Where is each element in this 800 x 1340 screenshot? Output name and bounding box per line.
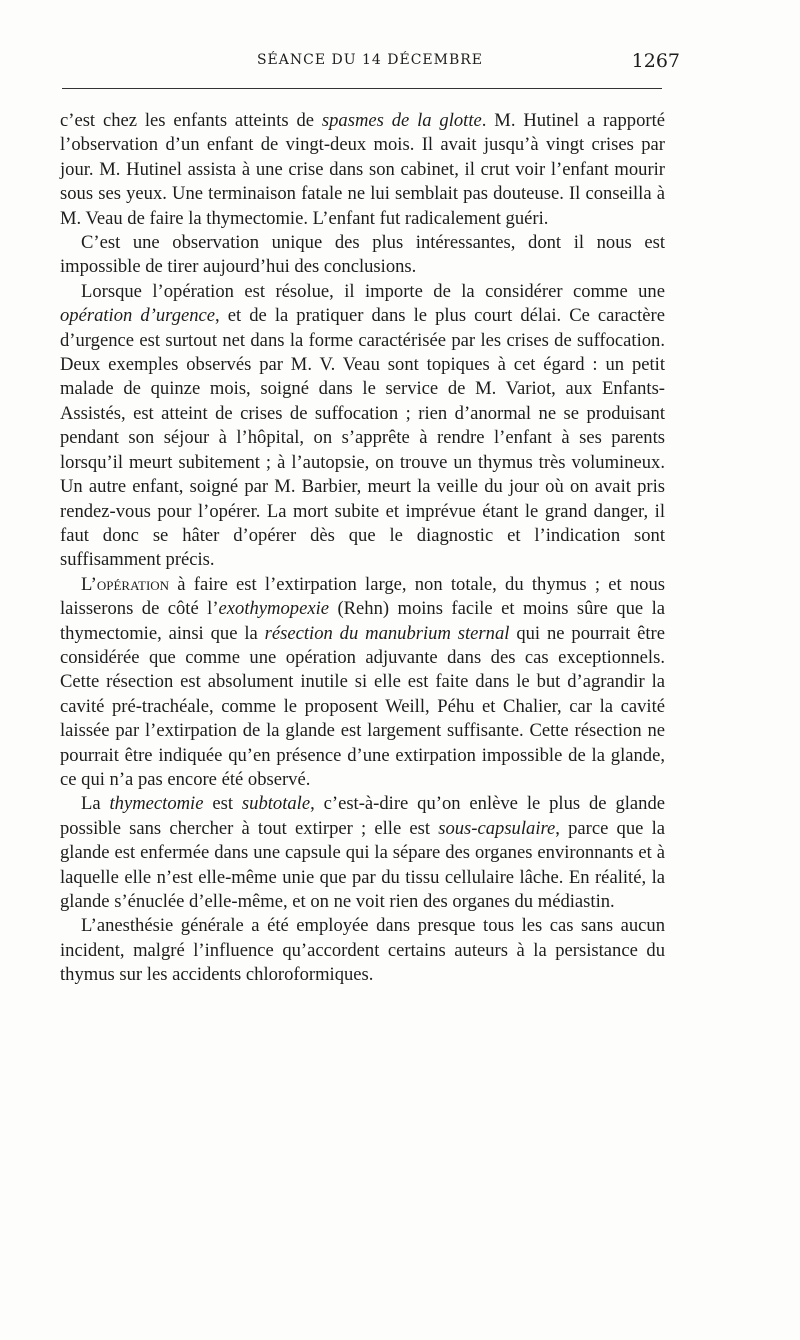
smallcaps-run: L’opération: [81, 573, 170, 595]
italic-run: spasmes de la glotte: [321, 110, 482, 131]
italic-run: résection du manubrium sternal: [264, 622, 510, 644]
italic-run: exothymopexie: [218, 598, 329, 620]
text-run: La: [81, 793, 110, 815]
running-title: SÉANCE DU 14 DÉCEMBRE: [256, 52, 484, 68]
text-run: qui ne pourrait être considérée que comme une opération adjuvante dans des cas exceptionnels. Cette résection est absolument inutile si elle est faite dans le but d’agrandir la cavité pré-trachéale, comme le proposent Weill, Péhu et Chalier, car la cavité laissée par l’extirpation de la glande est largement suffisante. Cette résection ne pourrait être indiquée qu’en présence d’une extirpation impossible de la glande, ce qui n’a pas encore été observé.: [60, 622, 665, 790]
paragraph: [60, 280, 665, 573]
header-rule: [62, 88, 662, 89]
text-run: (Rehn) moins facile et moins sûre que la thymectomie, ainsi que la: [60, 598, 665, 644]
text-run: , et de la pratiquer dans le plus court délai. Ce caractère d’urgence est surtout net dans la forme caractérisée par les crises de suffocation. Deux exemples observés par M. V. Veau sont topiques à cet égard : un petit malade de quinze mois, soigné dans le service de M. Variot, aux Enfants-Assistés, est atteint de crises de suffocation ; rien d’anormal ne se produisant pendant son séjour à l’hôpital, on s’apprête à rendre l’enfant à ses parents lorsqu’il meurt subitement ; à l’autopsie, on trouve un thymus très volumineux. Un autre enfant, soigné par M. Barbier, meurt la veille du jour où on avait pris rendez-vous pour l’opérer. La mort subite et imprévue étant le grand danger, il faut donc se hâter d’opérer dès que le diagnostic et l’indication sont suffisamment précis.: [60, 305, 665, 571]
text-run: à faire est l’extirpation large, non totale, du thymus ; et nous laisserons de côté l’: [60, 573, 665, 620]
text-run: est: [203, 793, 242, 815]
running-head: [60, 50, 680, 76]
paragraph: [60, 573, 665, 793]
italic-run: subtotale: [241, 793, 311, 815]
paragraph: [60, 914, 665, 987]
text-run: L’anesthésie générale a été employée dans presque tous les cas sans aucun incident, malgré l’influence qu’accordent certains auteurs à la persistance du thymus sur les accidents chloroformiques.: [60, 915, 665, 986]
paragraph: [60, 109, 665, 231]
body-text: [60, 109, 665, 988]
text-run: , parce que la glande est enfermée dans une capsule qui la sépare des organes environnants et à laquelle elle n’est elle-même unie que par du tissu cellulaire lâche. En réalité, la glande s’énuclée d’elle-même, et on ne voit rien des organes du médiastin.: [60, 817, 665, 912]
text-run: . M. Hutinel a rapporté l’observation d’un enfant de vingt-deux mois. Il avait jusqu’à vingt crises par jour. M. Hutinel assista à une crise dans son cabinet, il crut voir l’enfant mourir sous ses yeux. Une terminaison fatale ne lui semblait pas douteuse. Il conseilla à M. Veau de faire la thymectomie. L’enfant fut radicalement guéri.: [60, 110, 665, 229]
text-run: c’est chez les enfants atteints de: [60, 110, 322, 131]
paragraph: [60, 231, 665, 280]
page-number: 1267: [631, 50, 680, 72]
text-run: , c’est-à-dire qu’on enlève le plus de glande possible sans chercher à tout extirper ; elle est: [60, 793, 665, 839]
text-run: Lorsque l’opération est résolue, il importe de la considérer comme une: [81, 280, 665, 302]
italic-run: sous-capsulaire: [438, 817, 556, 839]
italic-run: thymectomie: [109, 793, 204, 815]
text-run: C’est une observation unique des plus intéressantes, dont il nous est impossible de tirer aujourd’hui des conclusions.: [60, 232, 665, 278]
italic-run: opération d’urgence: [60, 305, 216, 327]
paragraph: [60, 792, 665, 914]
